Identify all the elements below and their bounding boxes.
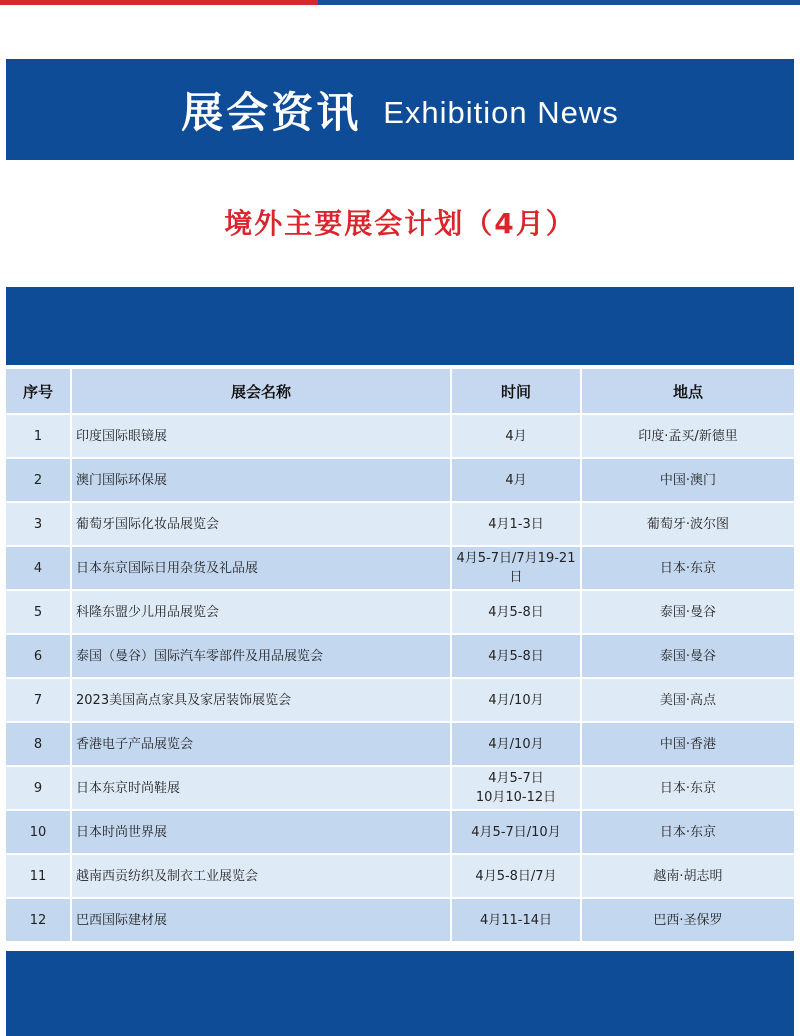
column-header-name: 展会名称: [71, 369, 451, 414]
table-row: [6, 810, 794, 854]
table-row: [6, 766, 794, 810]
column-header-index: 序号: [6, 369, 71, 414]
row-time: [451, 546, 581, 590]
row-time: [451, 854, 581, 898]
row-time-line: 4月: [505, 428, 527, 444]
table-header-row: [6, 369, 794, 414]
row-time: [451, 458, 581, 502]
row-exhibition-name: 葡萄牙国际化妆品展览会: [71, 502, 451, 546]
row-location: 巴西·圣保罗: [581, 898, 794, 942]
row-index: 4: [6, 546, 71, 590]
row-index: 3: [6, 502, 71, 546]
page-subtitle: 境外主要展会计划（4月）: [224, 207, 576, 240]
row-index: 6: [6, 634, 71, 678]
column-header-time: 时间: [451, 369, 581, 414]
header-title-en: Exhibition News: [383, 94, 619, 130]
row-index: 1: [6, 414, 71, 458]
row-exhibition-name: 香港电子产品展览会: [71, 722, 451, 766]
table-row: [6, 546, 794, 590]
row-index: 5: [6, 590, 71, 634]
row-exhibition-name: 日本东京时尚鞋展: [71, 766, 451, 810]
row-location: 日本·东京: [581, 766, 794, 810]
table-row: [6, 458, 794, 502]
table-row: [6, 502, 794, 546]
row-time-line: 4月5-8日: [488, 648, 544, 664]
row-time-line: 4月: [505, 472, 527, 488]
table-row: [6, 722, 794, 766]
row-exhibition-name: 日本东京国际日用杂货及礼品展: [71, 546, 451, 590]
exhibition-table: [6, 369, 794, 943]
row-index: 11: [6, 854, 71, 898]
row-time-line: 4月5-7日/7月19-21日: [456, 551, 576, 585]
row-exhibition-name: 印度国际眼镜展: [71, 414, 451, 458]
table-row: [6, 854, 794, 898]
row-time-line: 4月1-3日: [488, 516, 544, 532]
row-time: [451, 634, 581, 678]
row-time-line: 4月5-7日/10月: [471, 824, 561, 840]
row-time-line: 4月11-14日: [479, 912, 553, 928]
exhibition-table-container: [6, 369, 794, 943]
row-location: 日本·东京: [581, 810, 794, 854]
row-location: 越南·胡志明: [581, 854, 794, 898]
top-decorative-rule: [0, 0, 800, 5]
row-time: [451, 898, 581, 942]
row-time: [451, 766, 581, 810]
top-rule-red-segment: [0, 0, 318, 5]
row-location: 葡萄牙·波尔图: [581, 502, 794, 546]
row-exhibition-name: 2023美国高点家具及家居装饰展览会: [71, 678, 451, 722]
row-index: 7: [6, 678, 71, 722]
row-index: 2: [6, 458, 71, 502]
row-time-line: 4月5-8日/7月: [475, 868, 557, 884]
row-location: 泰国·曼谷: [581, 590, 794, 634]
row-time: [451, 722, 581, 766]
row-index: 8: [6, 722, 71, 766]
header-title-cn: 展会资讯: [181, 87, 362, 137]
column-header-place: 地点: [581, 369, 794, 414]
row-exhibition-name: 科隆东盟少儿用品展览会: [71, 590, 451, 634]
row-time: [451, 810, 581, 854]
row-time-line: 4月/10月: [488, 736, 544, 752]
row-location: 美国·高点: [581, 678, 794, 722]
row-location: 中国·香港: [581, 722, 794, 766]
row-exhibition-name: 泰国（曼谷）国际汽车零部件及用品展览会: [71, 634, 451, 678]
row-time-line: 4月5-8日: [488, 604, 544, 620]
row-time: [451, 502, 581, 546]
row-location: 泰国·曼谷: [581, 634, 794, 678]
row-time-line: 4月/10月: [488, 692, 544, 708]
row-exhibition-name: 日本时尚世界展: [71, 810, 451, 854]
top-rule-blue-segment: [318, 0, 800, 5]
row-time: [451, 678, 581, 722]
table-body: [6, 414, 794, 942]
row-exhibition-name: 澳门国际环保展: [71, 458, 451, 502]
table-row: [6, 678, 794, 722]
table-row: [6, 898, 794, 942]
row-exhibition-name: 巴西国际建材展: [71, 898, 451, 942]
row-location: 中国·澳门: [581, 458, 794, 502]
row-index: 9: [6, 766, 71, 810]
row-time: [451, 414, 581, 458]
table-row: [6, 634, 794, 678]
row-exhibition-name: 越南西贡纺织及制衣工业展览会: [71, 854, 451, 898]
table-row: [6, 414, 794, 458]
table-row: [6, 590, 794, 634]
row-location: 印度·孟买/新德里: [581, 414, 794, 458]
header-banner: [6, 59, 794, 160]
footer-banner: [6, 951, 794, 1036]
row-index: 12: [6, 898, 71, 942]
row-time-line: 4月5-7日: [488, 771, 544, 786]
table-header-banner: [6, 287, 794, 365]
row-time: [451, 590, 581, 634]
row-index: 10: [6, 810, 71, 854]
row-location: 日本·东京: [581, 546, 794, 590]
row-time-line: 10月10-12日: [475, 790, 557, 805]
